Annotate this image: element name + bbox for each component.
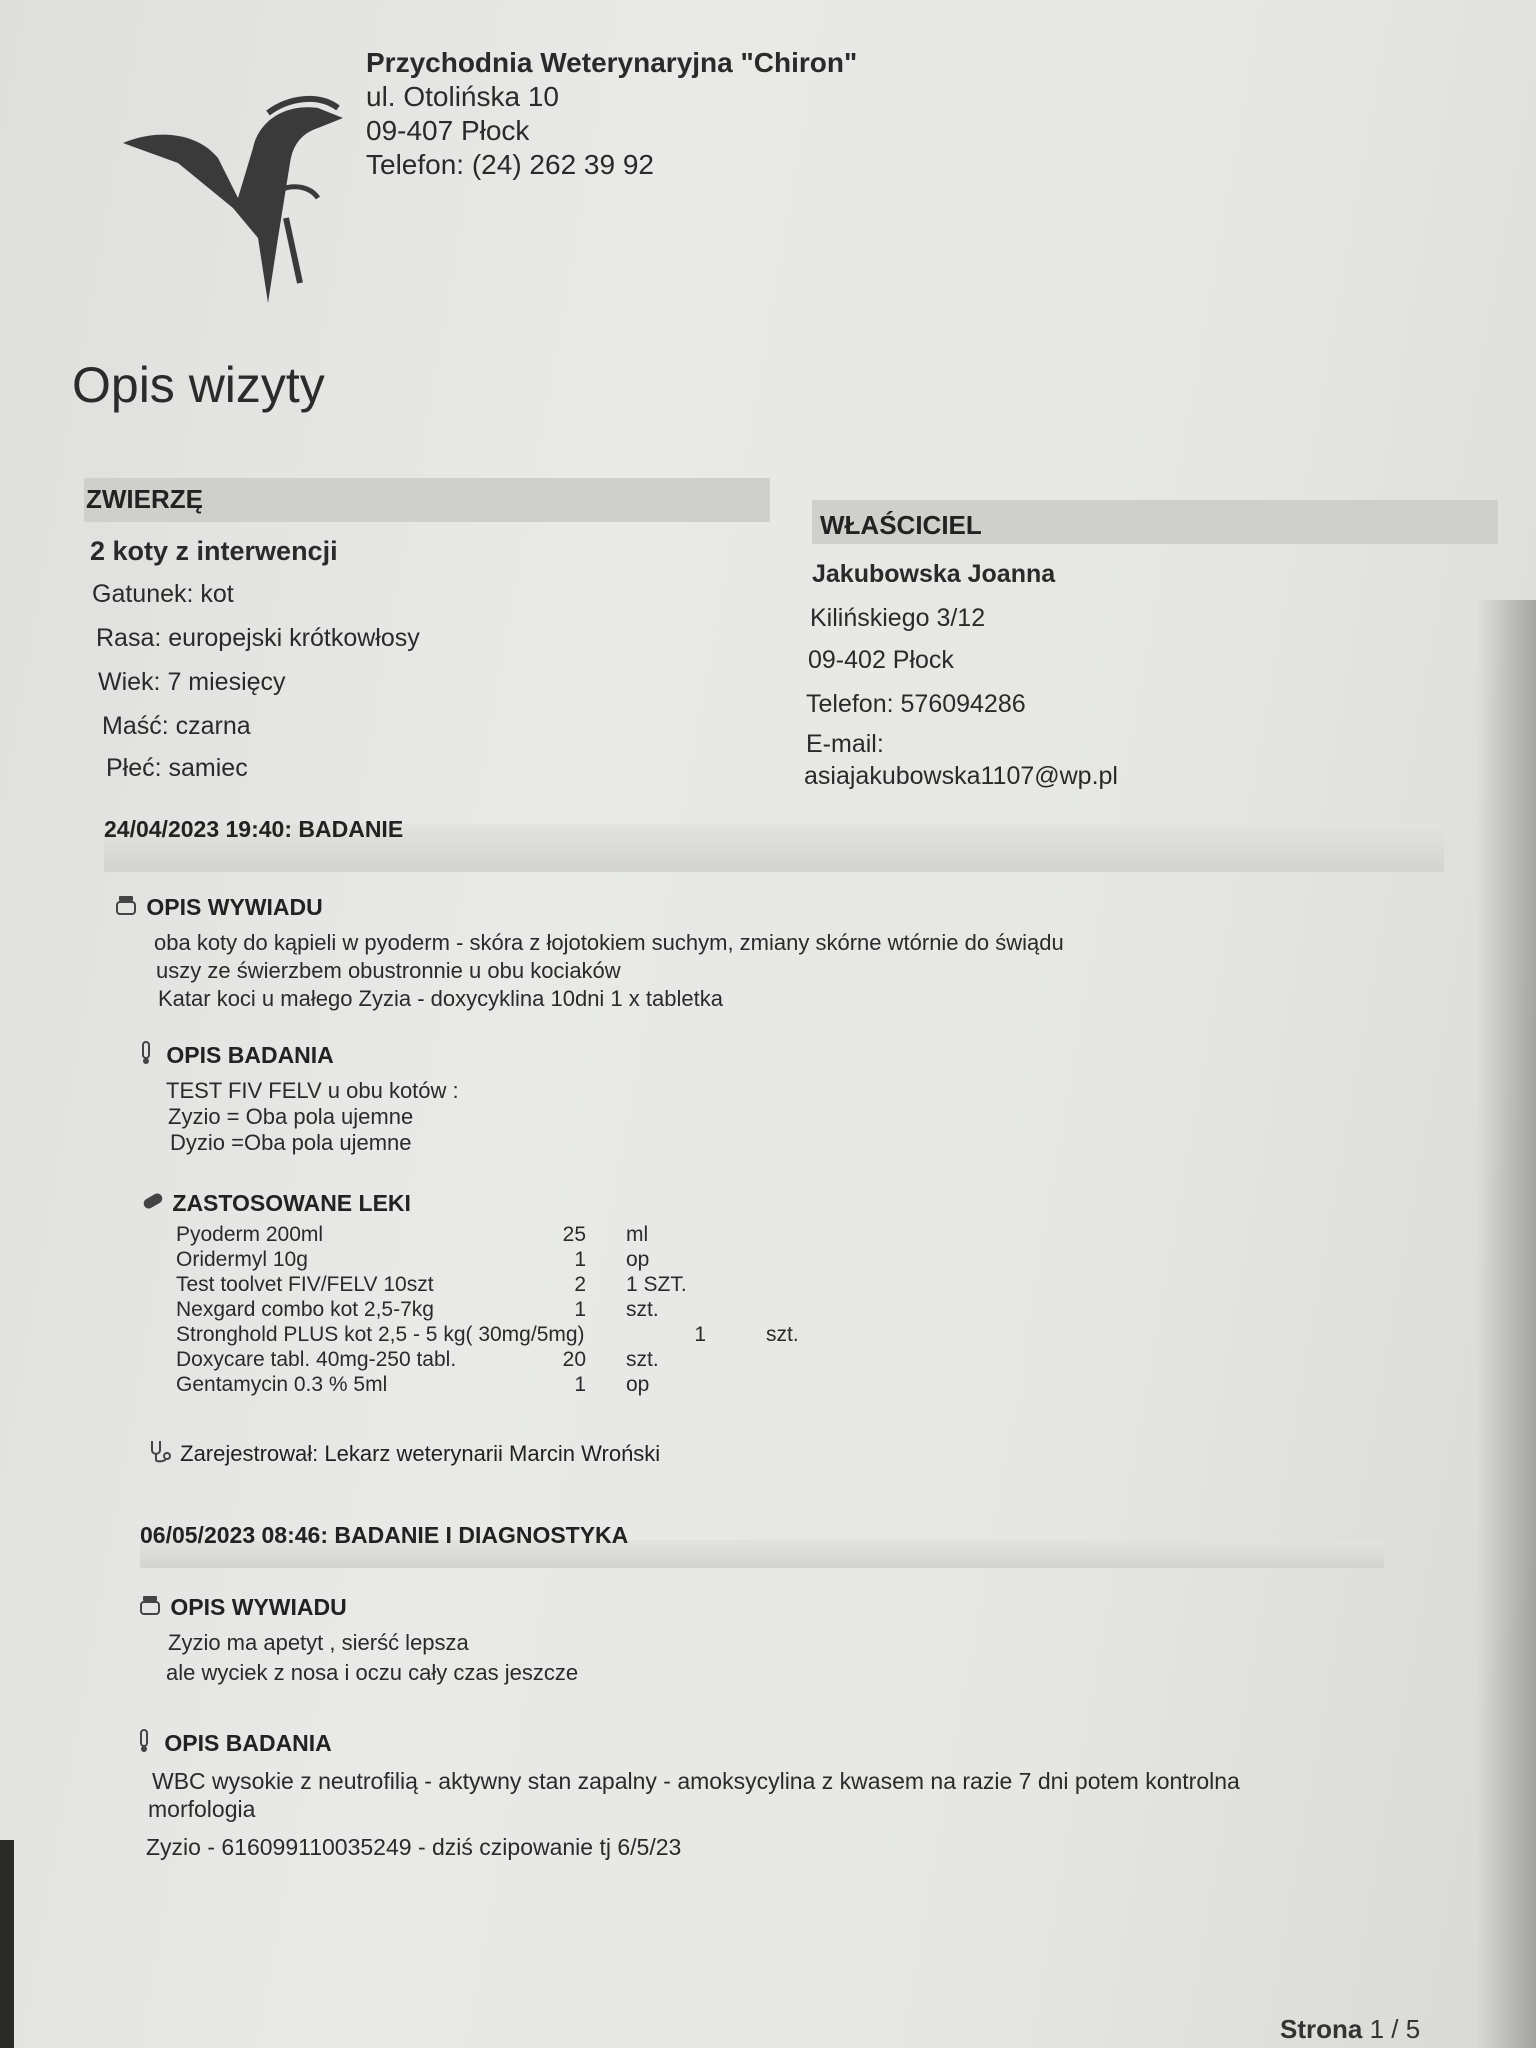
- visit-2-exam-title: [132, 1728, 332, 1757]
- thermometer-icon: [134, 1040, 160, 1066]
- visit-1-history-line-1: oba koty do kąpieli w pyoderm - skóra z łojotokiem suchym, zmiany skórne wtórnie do świądu: [154, 930, 1064, 955]
- medication-name: Oridermyl 10g: [176, 1248, 308, 1271]
- animal-breed: Rasa: europejski krótkowłosy: [96, 624, 420, 652]
- visit-1-history-line-3: Katar koci u małego Zyzia - doxycyklina 10dni 1 x tabletka: [158, 986, 723, 1011]
- medication-qty: 1: [574, 1298, 586, 1321]
- visit-1-registered: [146, 1438, 660, 1467]
- owner-name: Jakubowska Joanna: [812, 560, 1056, 588]
- medication-name: Doxycare tabl. 40mg-250 tabl.: [176, 1348, 457, 1371]
- visit-1-history-title: [114, 892, 323, 921]
- visit-1-exam-line-1: TEST FIV FELV u obu kotów :: [166, 1078, 459, 1103]
- visit-2-title: 06/05/2023 08:46: BADANIE I DIAGNOSTYKA: [140, 1522, 629, 1548]
- medication-unit: 1 SZT.: [626, 1273, 687, 1296]
- visit-2-history-label: OPIS WYWIADU: [170, 1594, 347, 1620]
- page-counter-total: / 5: [1391, 2014, 1421, 2044]
- medication-qty: 1: [574, 1373, 586, 1396]
- visit-2-exam-label: OPIS BADANIA: [164, 1730, 332, 1756]
- page-title: Opis wizyty: [72, 357, 325, 413]
- visit-1-title: 24/04/2023 19:40: BADANIE: [104, 816, 404, 842]
- stethoscope-icon: [146, 1438, 174, 1464]
- medication-name: Nexgard combo kot 2,5-7kg: [176, 1298, 434, 1321]
- owner-header: WŁAŚCICIEL: [820, 510, 982, 540]
- visit-1-exam-label: OPIS BADANIA: [166, 1042, 334, 1068]
- visit-1-meds-label: ZASTOSOWANE LEKI: [172, 1190, 411, 1216]
- page-counter-label: Strona: [1280, 2014, 1363, 2044]
- medication-unit: op: [626, 1248, 650, 1271]
- visit-1-exam-line-3: Dyzio =Oba pola ujemne: [170, 1130, 412, 1155]
- medication-name: Gentamycin 0.3 % 5ml: [176, 1373, 388, 1396]
- medication-name: Stronghold PLUS kot 2,5 - 5 kg( 30mg/5mg): [176, 1323, 585, 1346]
- visit-1-history-line-2: uszy ze świerzbem obustronnie u obu kociaków: [156, 958, 621, 983]
- pill-bottle-icon: [114, 892, 140, 918]
- medication-unit: szt.: [626, 1348, 659, 1371]
- visit-2-exam-line-2: morfologia: [148, 1796, 256, 1822]
- clinic-street: ul. Otolińska 10: [366, 81, 559, 112]
- clinic-city: 09-407 Płock: [366, 115, 530, 146]
- owner-city: 09-402 Płock: [808, 646, 954, 674]
- medication-unit: op: [626, 1373, 650, 1396]
- medication-qty: 20: [562, 1348, 586, 1371]
- visit-2-exam-line-1: WBC wysokie z neutrofilią - aktywny stan zapalny - amoksycylina z kwasem na razie 7 dni potem kontrolna: [152, 1768, 1240, 1794]
- medication-unit: szt.: [766, 1323, 799, 1346]
- thermometer-icon: [132, 1728, 158, 1754]
- animal-header: ZWIERZĘ: [86, 484, 203, 514]
- animal-name: 2 koty z interwencji: [90, 536, 338, 566]
- animal-color: Maść: czarna: [102, 712, 251, 740]
- clinic-address: [366, 46, 857, 182]
- medication-qty: 1: [574, 1248, 586, 1271]
- owner-email-label: E-mail:: [806, 730, 884, 758]
- owner-email: asiajakubowska1107@wp.pl: [804, 762, 1118, 790]
- background-corner: [0, 1840, 14, 2048]
- medication-qty: 2: [574, 1273, 586, 1296]
- animal-age: Wiek: 7 miesięcy: [98, 668, 286, 696]
- owner-street: Kilińskiego 3/12: [810, 604, 986, 632]
- visit-2-history-line-2: ale wyciek z nosa i oczu cały czas jeszcze: [166, 1660, 579, 1685]
- visit-1-exam-title: [134, 1040, 334, 1069]
- visit-2-history-line-1: Zyzio ma apetyt , sierść lepsza: [168, 1630, 469, 1655]
- owner-phone: Telefon: 576094286: [806, 690, 1026, 718]
- visit-1-registered-text: Zarejestrował: Lekarz weterynarii Marcin Wroński: [180, 1441, 661, 1466]
- clinic-phone: Telefon: (24) 262 39 92: [366, 149, 654, 180]
- clinic-name: Przychodnia Weterynaryjna "Chiron": [366, 47, 858, 78]
- page-counter-current: 1: [1369, 2014, 1385, 2044]
- pill-icon: [140, 1188, 166, 1214]
- page-counter: [1280, 2014, 1420, 2045]
- medication-qty: 25: [562, 1223, 586, 1246]
- animal-species: Gatunek: kot: [92, 580, 234, 608]
- animal-sex: Płeć: samiec: [106, 754, 248, 782]
- medication-unit: szt.: [626, 1298, 659, 1321]
- medication-name: Pyoderm 200ml: [176, 1223, 324, 1246]
- paper-edge-shadow: [1476, 600, 1536, 2048]
- pill-bottle-icon: [138, 1592, 164, 1618]
- visit-2-exam-line-3: Zyzio - 616099110035249 - dziś czipowanie tj 6/5/23: [146, 1834, 682, 1860]
- visit-1-exam-line-2: Zyzio = Oba pola ujemne: [168, 1104, 414, 1129]
- medication-qty: 1: [694, 1323, 706, 1346]
- visit-1-history-label: OPIS WYWIADU: [146, 894, 323, 920]
- visit-2-history-title: [138, 1592, 347, 1621]
- medication-unit: ml: [626, 1223, 649, 1246]
- medication-name: Test toolvet FIV/FELV 10szt: [176, 1273, 434, 1296]
- clinic-logo-icon: [118, 88, 348, 308]
- visit-1-meds-title: [140, 1188, 411, 1217]
